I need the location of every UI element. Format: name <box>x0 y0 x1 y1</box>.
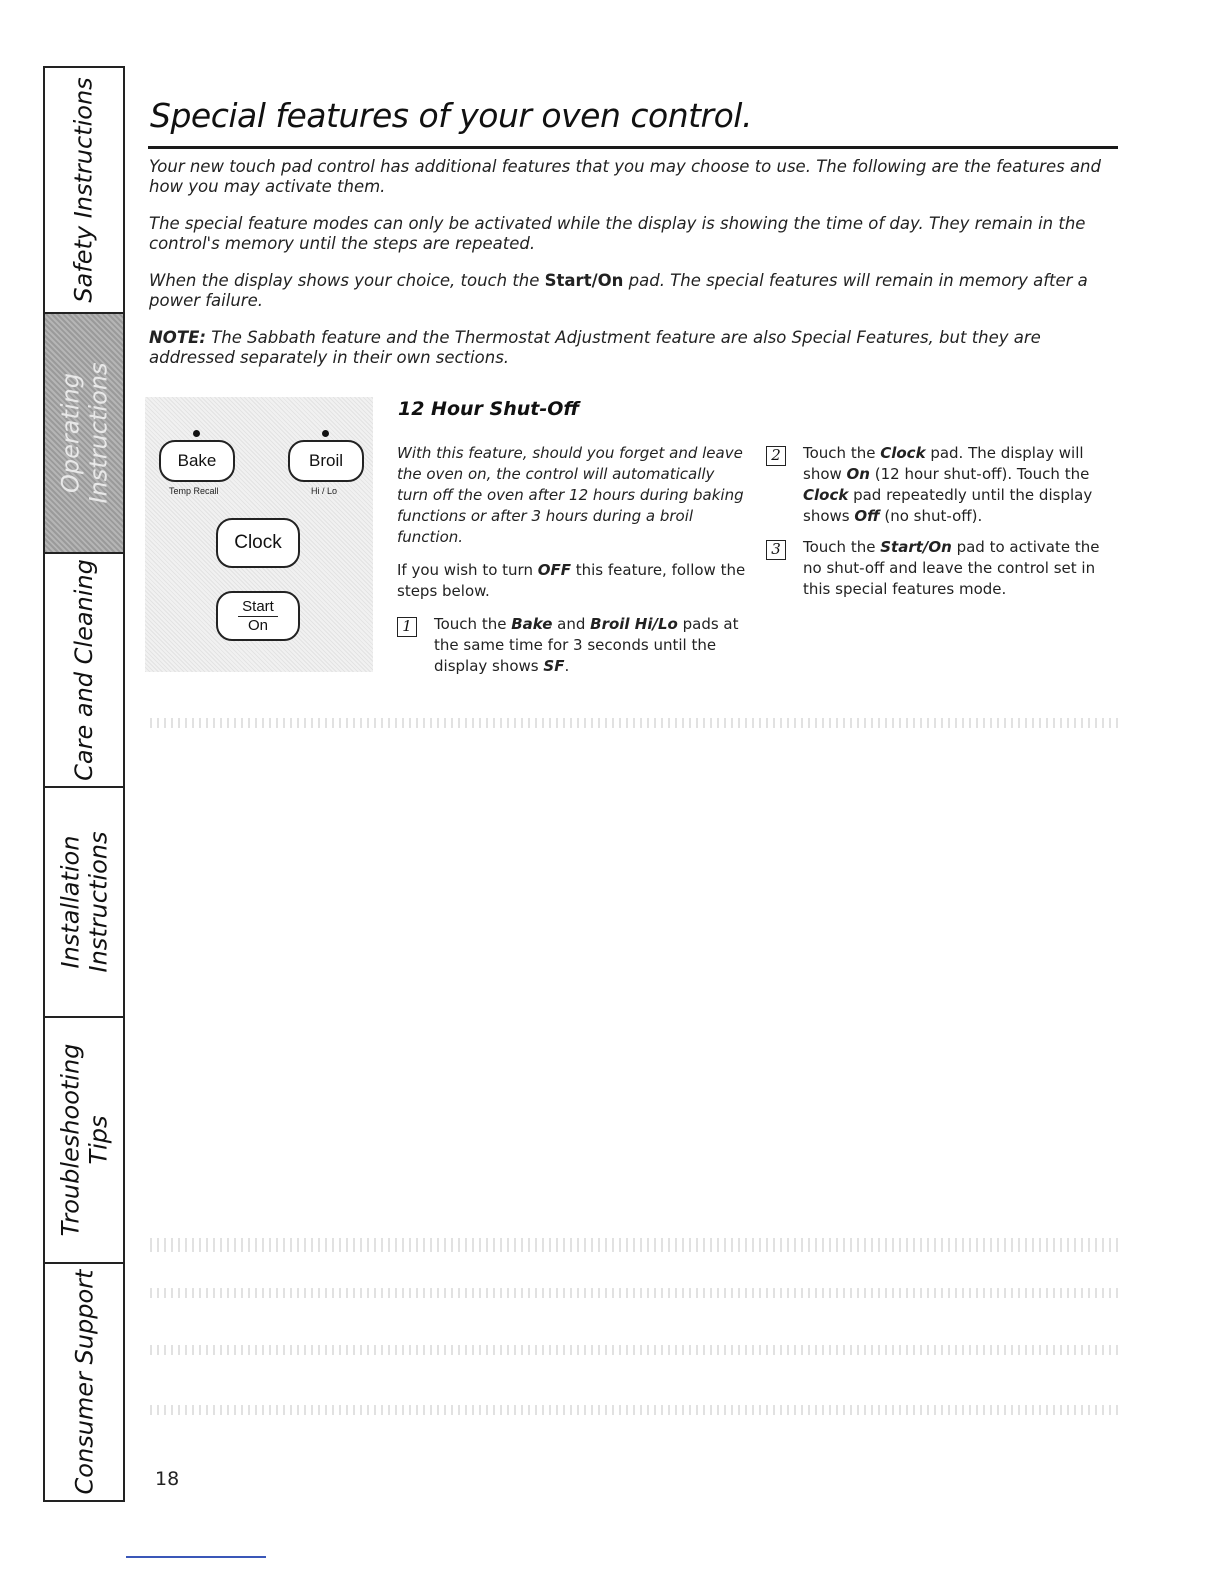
tab-care-and-cleaning[interactable] <box>45 554 123 788</box>
bleed-through-texture <box>150 1405 1120 1415</box>
step-3: 3 Touch the Start/On pad to activate the no shut-off and leave the control set in this special features mode. <box>766 537 1111 600</box>
shutoff-right-column <box>766 443 1111 610</box>
tab-consumer-support[interactable] <box>45 1264 123 1500</box>
bleed-through-texture <box>150 1345 1120 1355</box>
bottom-rule <box>126 1556 266 1558</box>
bake-pad: Bake <box>159 440 235 482</box>
indicator-light-icon <box>322 430 329 437</box>
bleed-through-texture <box>150 1238 1120 1252</box>
hi-lo-label: Hi / Lo <box>311 486 338 496</box>
tab-label: Operating Instructions <box>56 362 113 504</box>
side-tab-strip <box>43 66 125 1502</box>
intro-paragraph: The special feature modes can only be activated while the display is showing the time of day. They remain in the control's memory until the steps are repeated. <box>149 214 1086 253</box>
tab-label: Troubleshooting Tips <box>56 1043 112 1237</box>
page-number: 18 <box>155 1468 180 1490</box>
tab-installation-instructions[interactable] <box>45 788 123 1018</box>
control-pad-illustration <box>145 397 373 672</box>
tab-label: Installation Instructions <box>56 831 113 973</box>
step-1: 1 Touch the Bake and Broil Hi/Lo pads at the same time for 3 seconds until the display shows SF. <box>397 614 747 677</box>
shutoff-left-column <box>397 443 747 687</box>
page-title: Special features of your oven control. <box>150 96 752 135</box>
tab-label: Safety Instructions <box>70 77 99 303</box>
step-number-box: 1 <box>397 617 417 637</box>
intro-paragraph: Your new touch pad control has additional features that you may choose to use. The following are the features and how you may activate them. <box>149 157 1101 196</box>
intro-paragraph: When the display shows your choice, touch the Start/On pad. The special features will remain in memory after a power failure. <box>149 271 1088 310</box>
clock-pad: Clock <box>216 518 300 568</box>
title-divider <box>148 146 1118 149</box>
tab-label: Care and Cleaning <box>70 559 99 781</box>
step-2: 2 Touch the Clock pad. The display will show On (12 hour shut-off). Touch the Clock pad repeatedly until the display shows Off (no shut-off). <box>766 443 1111 527</box>
tab-label: Consumer Support <box>70 1269 99 1495</box>
tab-safety-instructions[interactable] <box>45 68 123 314</box>
indicator-light-icon <box>193 430 200 437</box>
step-number-box: 2 <box>766 446 786 466</box>
bleed-through-texture <box>150 1288 1120 1298</box>
section-title: 12 Hour Shut-Off <box>398 398 580 420</box>
start-on-pad: Start On <box>216 591 300 641</box>
note-paragraph: NOTE: The Sabbath feature and the Thermostat Adjustment feature are also Special Features, but they are addressed separately in their own sections. <box>149 328 1041 367</box>
broil-pad: Broil <box>288 440 364 482</box>
tab-troubleshooting-tips[interactable] <box>45 1018 123 1264</box>
shutoff-off-instruction: If you wish to turn OFF this feature, follow the steps below. <box>397 561 746 600</box>
intro-text <box>149 157 1114 385</box>
shutoff-intro: With this feature, should you forget and leave the oven on, the control will automatically turn off the oven after 12 hours during baking functions or after 3 hours during a broil function. <box>397 444 744 546</box>
bleed-through-texture <box>150 718 1120 728</box>
temp-recall-label: Temp Recall <box>169 486 219 496</box>
tab-operating-instructions[interactable] <box>45 314 123 554</box>
step-number-box: 3 <box>766 540 786 560</box>
